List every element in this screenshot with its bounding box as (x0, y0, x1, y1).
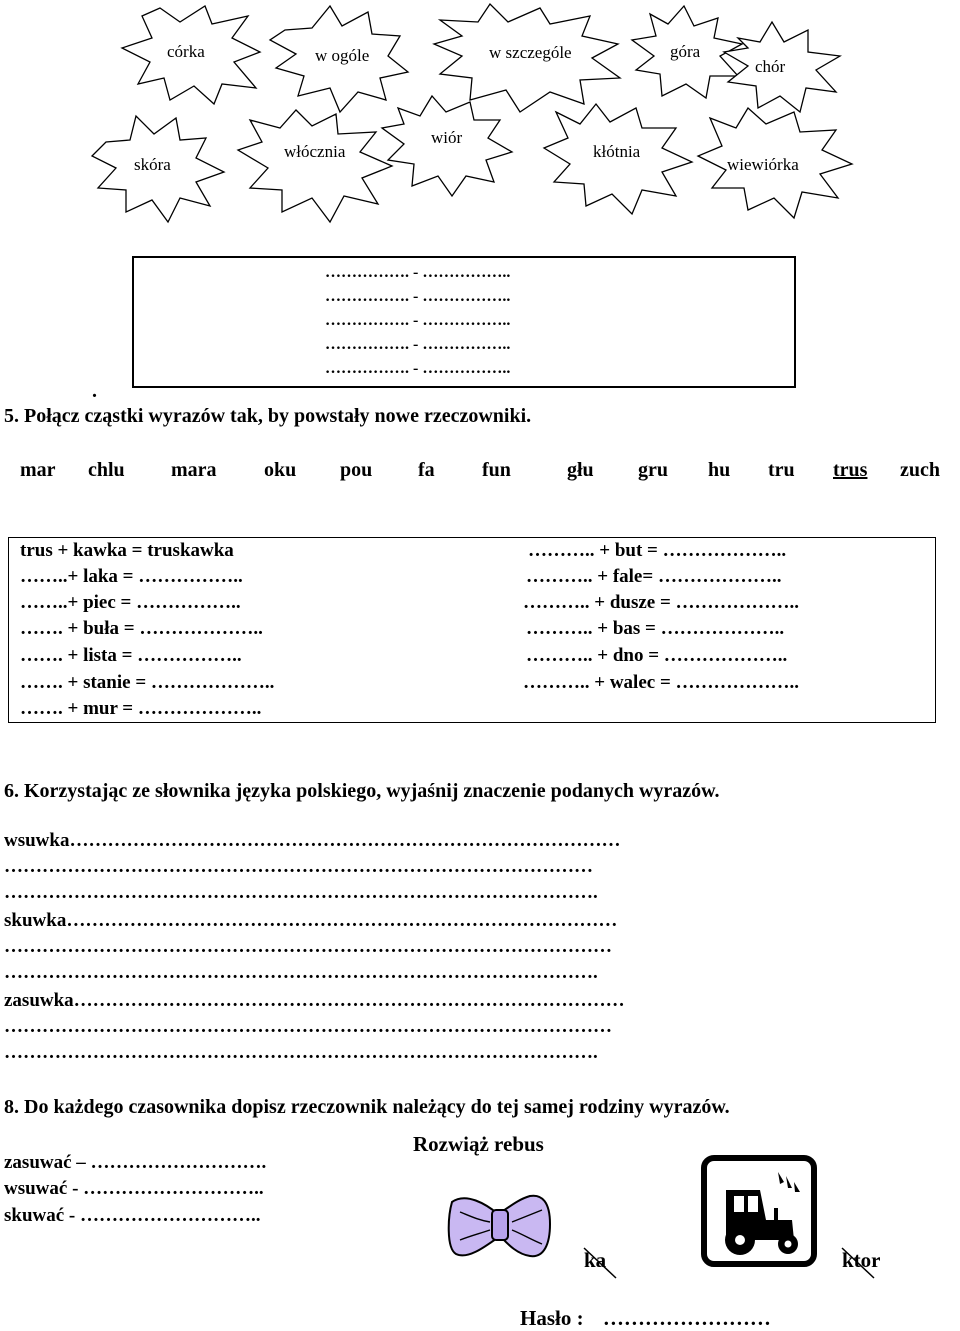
star-shapes (0, 0, 960, 250)
rebus-password[interactable] (520, 1306, 771, 1331)
star-word: wiewiórka (727, 155, 799, 174)
password-blank[interactable]: …………………… (602, 1306, 771, 1330)
syllable: mar (20, 459, 56, 481)
equation-left[interactable]: ……..+ laka = …………….. (20, 566, 243, 587)
password-label: Hasło : (520, 1306, 584, 1330)
verb-line[interactable]: skuwać - ……………………….. (4, 1205, 261, 1226)
equation-right[interactable]: ……….. + but = ……………….. (528, 540, 787, 561)
syllable: pou (340, 459, 373, 481)
rebus-syllable-ktor: ktor (842, 1248, 881, 1272)
rebus-syllable-ka: ka (584, 1248, 607, 1272)
syllable: głu (567, 459, 594, 481)
syllable: chlu (88, 459, 125, 481)
definition-line[interactable]: …………………………………………………………………………………. (4, 1042, 598, 1063)
equation-right[interactable]: ……….. + bas = ……………….. (526, 618, 785, 639)
definition-line[interactable]: …………………………………………………………………………………… (4, 1016, 612, 1037)
tractor-icon (700, 1154, 820, 1268)
equation-left[interactable]: ……. + mur = ……………….. (20, 698, 262, 719)
exercise-6-title: 6. Korzystając ze słownika języka polskiego, wyjaśnij znaczenie podanych wyrazów. (4, 780, 720, 802)
syllable: hu (708, 459, 731, 481)
pair-line[interactable]: ……………. - …………….. (325, 360, 511, 377)
equation-left: trus + kawka = truskawka (20, 540, 234, 561)
strike-line (580, 1246, 620, 1280)
equation-right[interactable]: ……….. + dno = ……………….. (526, 645, 788, 666)
pair-line[interactable]: ……………. - …………….. (325, 288, 511, 305)
exercise-5-title: 5. Połącz cząstki wyrazów tak, by powstały nowe rzeczowniki. (4, 405, 532, 427)
verb-line[interactable]: zasuwać – ………………………. (4, 1152, 267, 1173)
definition-line[interactable]: wsuwka…………………………………………………………………………… (4, 830, 621, 851)
star-word: w ogóle (315, 46, 370, 65)
syllable: gru (638, 459, 668, 481)
syllable: fa (418, 459, 435, 481)
star-word: kłótnia (593, 142, 641, 161)
syllable: tru (768, 459, 795, 481)
syllable: oku (264, 459, 297, 481)
star-word: w szczególe (489, 43, 572, 62)
syllable: mara (171, 459, 217, 481)
equation-right[interactable]: ……….. + fale= ……………….. (526, 566, 782, 587)
equation-left[interactable]: ……. + lista = …………….. (20, 645, 242, 666)
definition-line[interactable]: …………………………………………………………………………………. (4, 962, 598, 983)
verb-line[interactable]: wsuwać - ……………………….. (4, 1178, 264, 1199)
pair-line[interactable]: ……………. - …………….. (325, 336, 511, 353)
star-shape (238, 110, 392, 222)
bow-tie-icon (446, 1188, 556, 1264)
rebus-title: Rozwiąż rebus (413, 1132, 544, 1156)
definition-line[interactable]: …………………………………………………………………………………… (4, 936, 612, 957)
equation-left[interactable]: ……. + stanie = ……………….. (20, 672, 275, 693)
equation-right[interactable]: ……….. + walec = ……………….. (523, 672, 800, 693)
strike-line (838, 1246, 878, 1280)
syllable: zuch (900, 459, 940, 481)
definition-line[interactable]: …………………………………………………………………………………. (4, 882, 598, 903)
equation-left[interactable]: ……..+ piec = …………….. (20, 592, 241, 613)
stray-dot: . (92, 380, 97, 402)
equation-right[interactable]: ……….. + dusze = ……………….. (523, 592, 800, 613)
syllable: fun (482, 459, 511, 481)
syllable-underlined: trus (833, 459, 868, 481)
pair-line[interactable]: ……………. - …………….. (325, 312, 511, 329)
exercise-8-title: 8. Do każdego czasownika dopisz rzeczownik należący do tej samej rodziny wyrazów. (4, 1096, 730, 1118)
star-word: chór (755, 57, 786, 76)
star-word: góra (670, 42, 701, 61)
definition-line[interactable]: ………………………………………………………………………………… (4, 856, 593, 877)
star-word: skóra (134, 155, 171, 174)
star-word: córka (167, 42, 205, 61)
star-word: włócznia (284, 142, 346, 161)
equation-left[interactable]: ……. + buła = ……………….. (20, 618, 263, 639)
pair-line[interactable]: ……………. - …………….. (325, 264, 511, 281)
definition-line[interactable]: skuwka…………………………………………………………………………… (4, 910, 618, 931)
definition-line[interactable]: zasuwka…………………………………………………………………………… (4, 990, 625, 1011)
star-word: wiór (431, 128, 463, 147)
